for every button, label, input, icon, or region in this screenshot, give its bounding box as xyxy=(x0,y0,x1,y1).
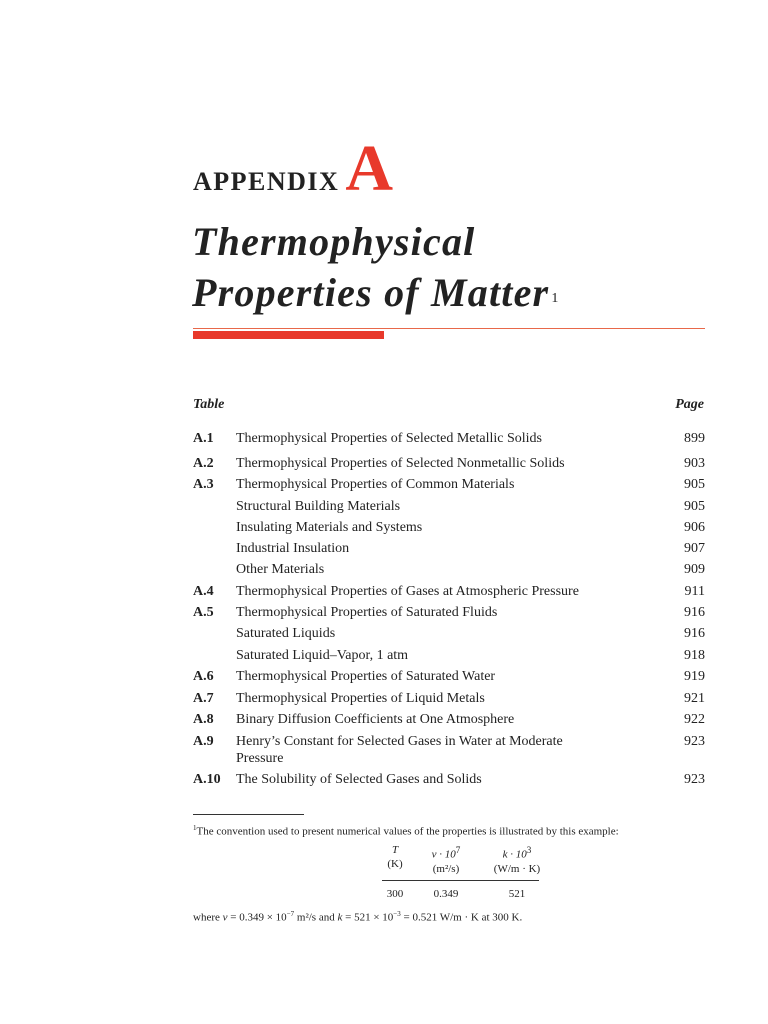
toc-table-title: Saturated Liquids xyxy=(236,626,336,641)
toc-table-title: Saturated Liquid–Vapor, 1 atm xyxy=(236,648,409,663)
example-col3-value: 521 xyxy=(508,888,526,900)
toc-page-number: 906 xyxy=(684,520,705,535)
toc-header-page: Page xyxy=(675,397,704,412)
toc-table-number: A.8 xyxy=(193,712,214,727)
appendix-word: APPENDIX xyxy=(193,167,340,196)
toc-page-number: 922 xyxy=(684,712,705,727)
example-col1-value: 300 xyxy=(386,888,404,900)
toc-table-title: Insulating Materials and Systems xyxy=(236,520,423,535)
example-col1-unit: (K) xyxy=(387,858,403,870)
toc-table-title: Thermophysical Properties of Gases at Atmospheric Pressure xyxy=(236,584,579,599)
toc-page-number: 911 xyxy=(684,584,705,599)
toc-page-number: 903 xyxy=(684,456,705,471)
footnote-text-marker: 1 xyxy=(193,824,197,832)
appendix-letter: A xyxy=(345,132,394,205)
toc-table-title: Thermophysical Properties of Saturated Water xyxy=(236,669,496,684)
footnote-body: The convention used to present numerical values of the properties is illustrated by this example: xyxy=(196,825,619,838)
example-col1-head: T xyxy=(391,844,399,856)
toc-table-title: Other Materials xyxy=(236,562,325,577)
toc-table-title: Industrial Insulation xyxy=(236,541,350,556)
toc-page-number: 905 xyxy=(684,499,705,514)
toc-table-title: Henry’s Constant for Selected Gases in Water at Moderate Pressure xyxy=(236,734,563,766)
toc-table-number: A.10 xyxy=(193,772,221,787)
toc-header-table: Table xyxy=(193,397,225,412)
toc-table-title: Thermophysical Properties of Selected Metallic Solids xyxy=(236,431,542,446)
footnote-rule xyxy=(193,814,304,815)
toc-table-title: Thermophysical Properties of Liquid Metals xyxy=(236,691,485,706)
example-col2-value: 0.349 xyxy=(433,888,459,900)
example-col2-head: $\nu \cdot 10^7$ xyxy=(431,845,461,861)
toc-table-number: A.3 xyxy=(193,477,214,492)
toc-table-number: A.9 xyxy=(193,734,214,749)
toc-table-number: A.4 xyxy=(193,584,214,599)
toc-table-title: Thermophysical Properties of Selected Nonmetallic Solids xyxy=(236,456,565,471)
example-col-viscosity xyxy=(416,843,476,876)
toc-table-number: A.1 xyxy=(193,431,214,446)
toc-page-number: 907 xyxy=(684,541,705,556)
toc-table-title: Structural Building Materials xyxy=(236,499,401,514)
toc-page-number: 909 xyxy=(684,562,705,577)
toc-table-number: A.2 xyxy=(193,456,214,471)
toc-table-title: Thermophysical Properties of Saturated Fluids xyxy=(236,605,498,620)
page-title xyxy=(192,216,560,318)
footnote-text xyxy=(193,821,619,839)
toc-page-number: 918 xyxy=(684,648,705,663)
example-col3-unit: (W/m · K) xyxy=(493,862,541,875)
toc-page-number: 921 xyxy=(684,691,705,706)
thick-rule xyxy=(193,331,384,339)
example-col3-head: $k \cdot 10^3$ xyxy=(502,845,532,861)
appendix-label xyxy=(193,132,394,205)
toc-table-number: A.6 xyxy=(193,669,214,684)
footnote-marker: 1 xyxy=(551,291,560,306)
toc-page-number: 899 xyxy=(684,431,705,446)
toc-table-number: A.7 xyxy=(193,691,214,706)
toc-table-title: The Solubility of Selected Gases and Solids xyxy=(236,772,482,787)
toc-page-number: 919 xyxy=(684,669,705,684)
toc-page-number: 916 xyxy=(684,605,705,620)
footnote-example-sentence: where $\nu = 0.349 \times 10^{-7}$ m²/s and $k = 521 \times 10^{-3} = 0.521$ W/m · K at 300 K. xyxy=(193,910,523,924)
toc-table-title: Binary Diffusion Coefficients at One Atmosphere xyxy=(236,712,515,727)
toc-table-number: A.5 xyxy=(193,605,214,620)
example-table-rule xyxy=(382,880,539,881)
thin-rule xyxy=(193,328,705,329)
example-col2-unit: (m²/s) xyxy=(432,862,460,875)
toc-page-number: 916 xyxy=(684,626,705,641)
toc-table-title: Thermophysical Properties of Common Materials xyxy=(236,477,515,492)
title-line-2: Properties of Matter xyxy=(192,270,550,315)
example-col-conductivity xyxy=(487,843,547,876)
toc-page-number: 923 xyxy=(684,772,705,787)
toc-page-number: 923 xyxy=(684,734,705,749)
toc-page-number: 905 xyxy=(684,477,705,492)
title-line-1: Thermophysical xyxy=(192,219,476,264)
